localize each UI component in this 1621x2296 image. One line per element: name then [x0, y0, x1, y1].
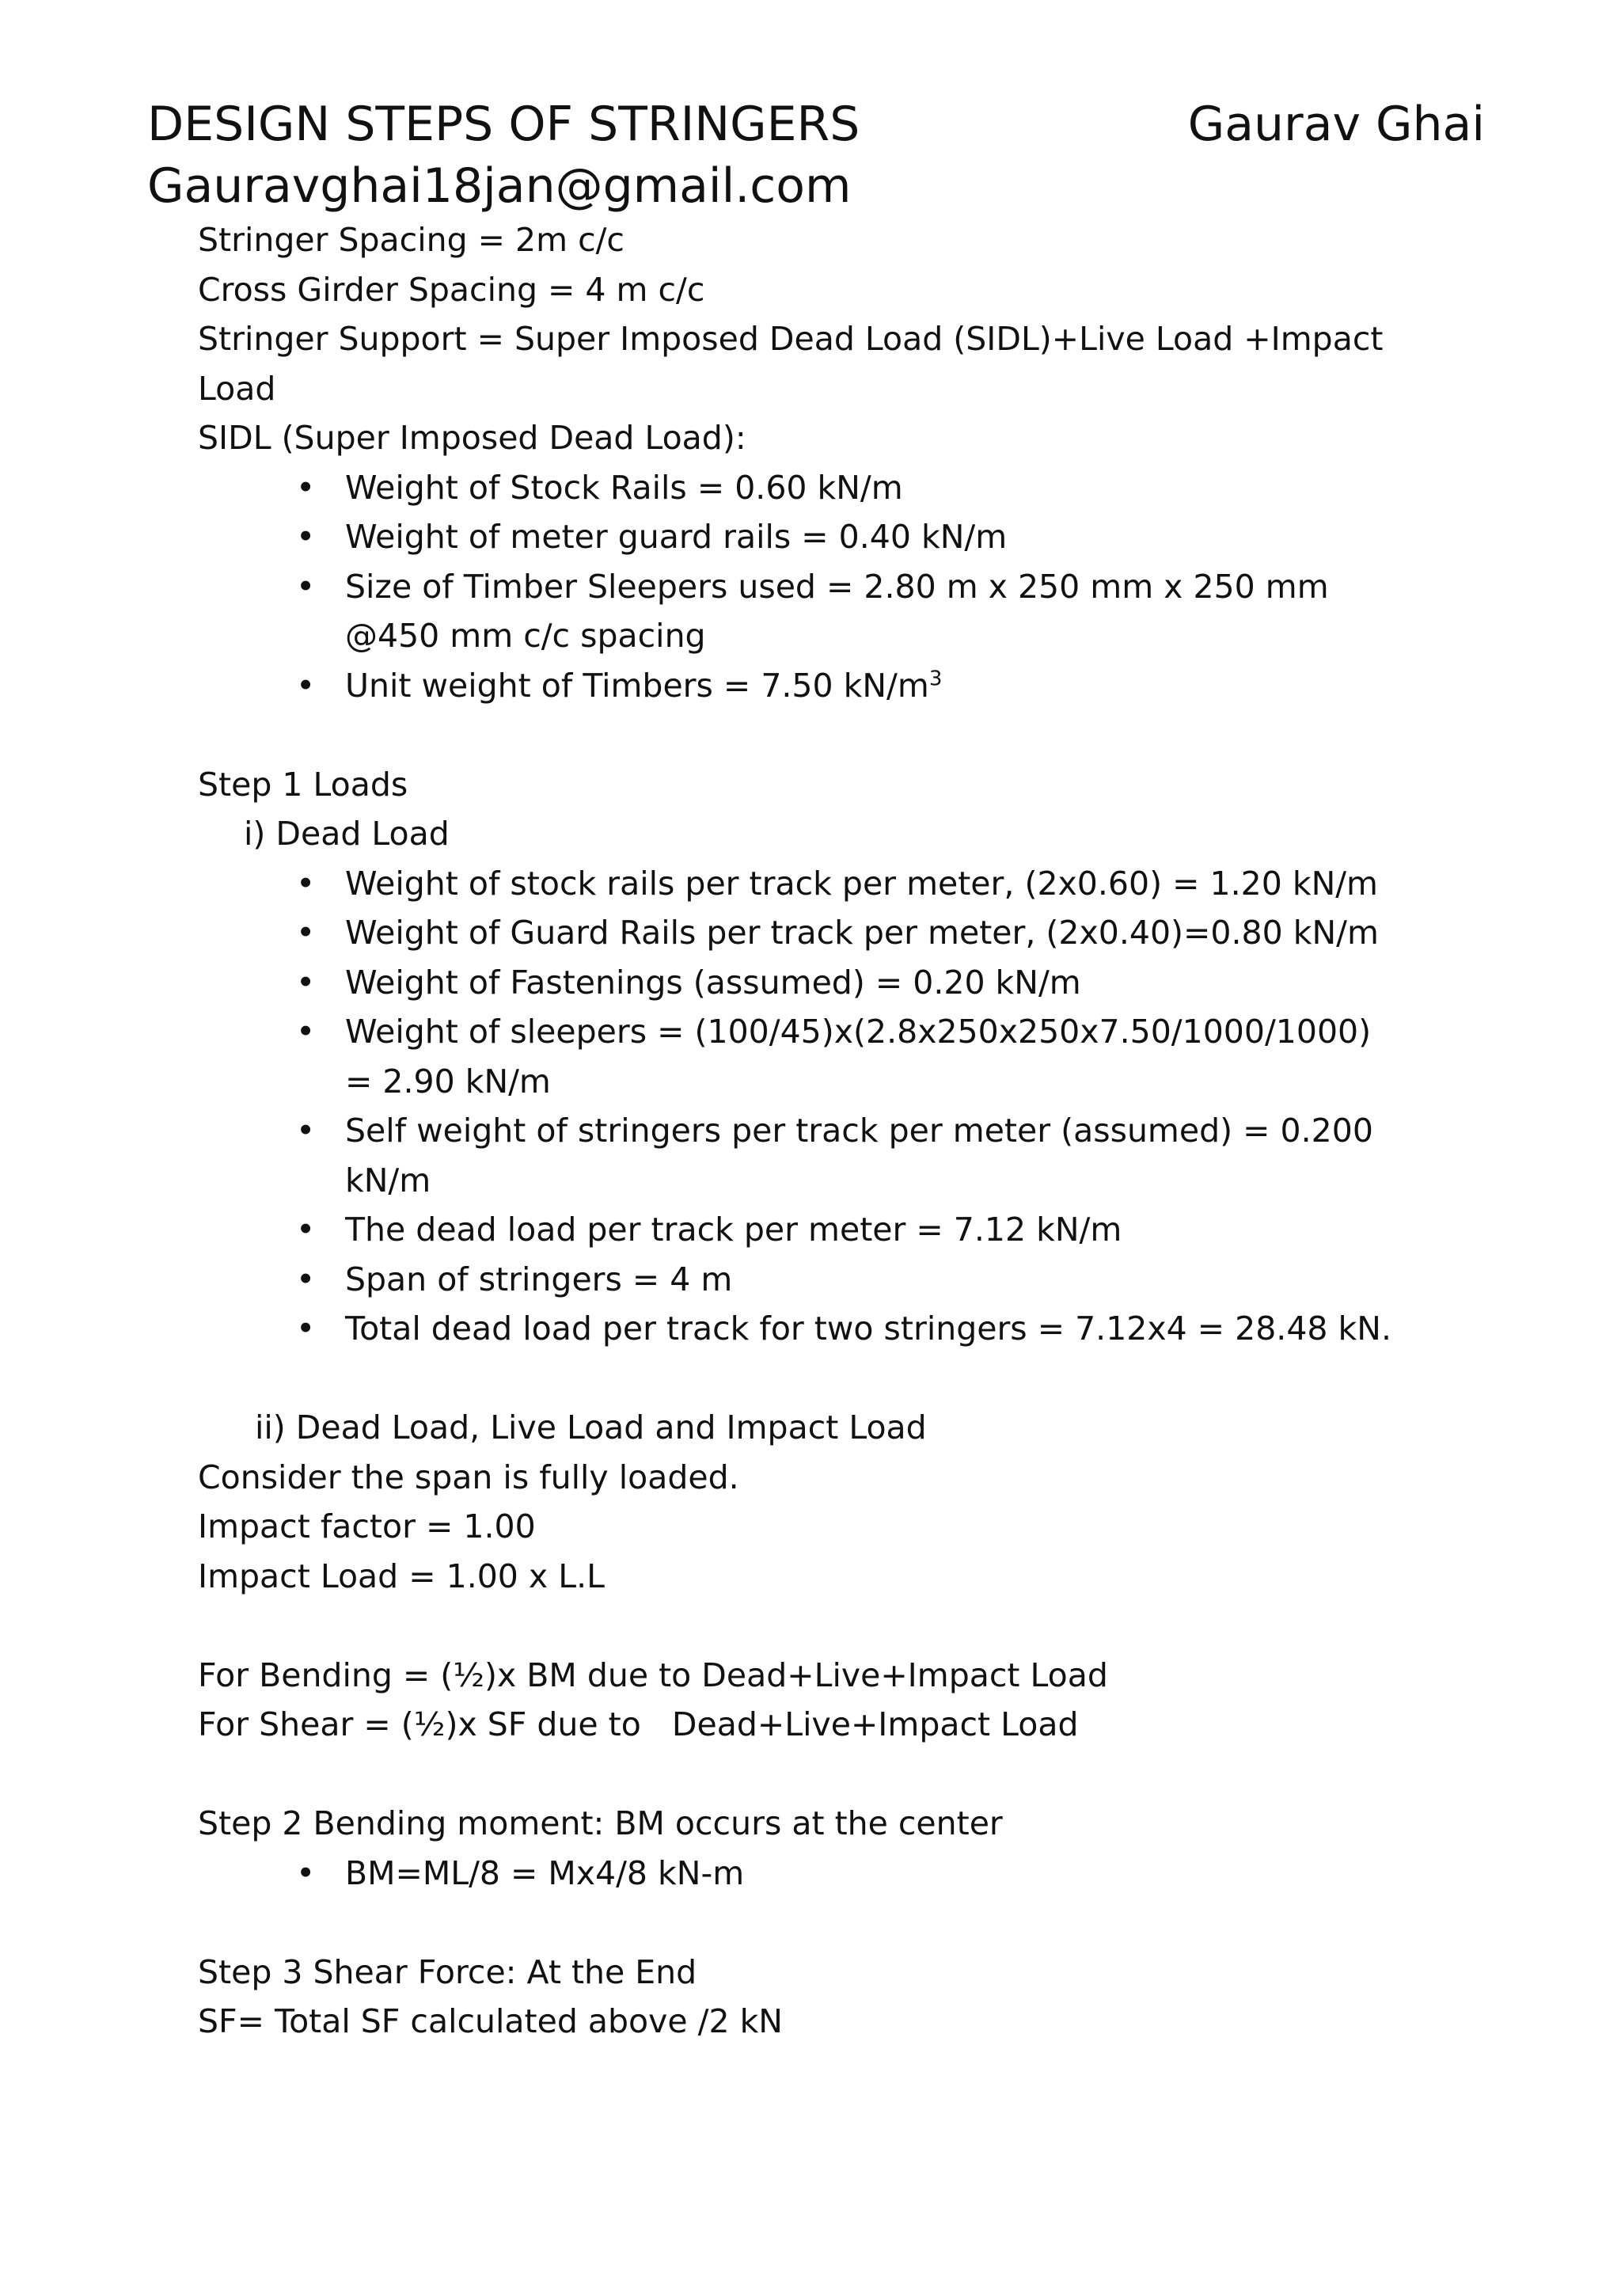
bullet-icon: •: [296, 963, 316, 1002]
list-item: • Total dead load per track for two stringers = 7.12x4 = 28.48 kN.: [198, 1304, 1496, 1354]
dead-load-list: [198, 859, 1496, 1354]
impact-factor: Impact factor = 1.00: [198, 1507, 536, 1545]
sidl-list: [198, 463, 1496, 711]
document-title: DESIGN STEPS OF STRINGERS: [147, 97, 860, 152]
step1-heading: Step 1 Loads: [198, 765, 408, 804]
bullet-icon: •: [296, 914, 316, 952]
list-item: • Weight of Stock Rails = 0.60 kN/m: [198, 463, 1496, 513]
step2-heading: Step 2 Bending moment: BM occurs at the center: [198, 1804, 1003, 1842]
list-item: • Weight of meter guard rails = 0.40 kN/m: [198, 512, 1496, 562]
bullet-icon: •: [296, 468, 316, 507]
bullet-icon: •: [296, 1260, 316, 1298]
bullet-icon: •: [296, 1112, 316, 1150]
author-name: Gaurav Ghai: [1187, 97, 1485, 152]
list-item: • Span of stringers = 4 m: [198, 1255, 1496, 1305]
header-row: [147, 93, 1485, 155]
dead-load-heading: i) Dead Load: [244, 815, 450, 853]
list-item: • Weight of stock rails per track per meter, (2x0.60) = 1.20 kN/m: [198, 859, 1496, 909]
bullet-icon: •: [296, 1013, 316, 1051]
stringer-support: Stringer Support = Super Imposed Dead Load (SIDL)+Live Load +Impact: [198, 320, 1384, 358]
sidl-heading: SIDL (Super Imposed Dead Load):: [198, 419, 746, 457]
bending-list: [198, 1849, 1496, 1899]
bending-formula: For Bending = (½)x BM due to Dead+Live+Impact Load: [198, 1655, 1108, 1694]
list-item: • Weight of sleepers = (100/45)x(2.8x250x250x7.50/1000/1000) = 2.90 kN/m: [198, 1007, 1496, 1106]
bullet-icon: •: [296, 864, 316, 903]
stringer-spacing: Stringer Spacing = 2m c/c: [198, 221, 624, 259]
impact-load: Impact Load = 1.00 x L.L: [198, 1557, 605, 1595]
document-header: [147, 93, 1485, 217]
list-item: • Weight of Guard Rails per track per meter, (2x0.40)=0.80 kN/m: [198, 908, 1496, 958]
author-email: Gauravghai18jan@gmail.com: [147, 158, 852, 214]
bullet-icon: •: [296, 1310, 316, 1348]
combined-load-heading: ii) Dead Load, Live Load and Impact Load: [255, 1408, 927, 1446]
list-item: • The dead load per track per meter = 7.12 kN/m: [198, 1205, 1496, 1255]
bullet-icon: •: [296, 1853, 316, 1892]
bullet-icon: •: [296, 666, 316, 705]
list-item: • Size of Timber Sleepers used = 2.80 m x 250 mm x 250 mm @450 mm c/c spacing: [198, 562, 1496, 661]
superscript: 3: [928, 666, 943, 690]
fully-loaded-note: Consider the span is fully loaded.: [198, 1458, 739, 1496]
cross-girder-spacing: Cross Girder Spacing = 4 m c/c: [198, 270, 705, 309]
shear-force-result: SF= Total SF calculated above /2 kN: [198, 2002, 783, 2040]
list-item: • Unit weight of Timbers = 7.50 $kN/m^3$: [198, 661, 1496, 711]
document-body: [198, 215, 1496, 2047]
list-item: • BM=ML/8 = Mx4/8 kN-m: [198, 1849, 1496, 1899]
stringer-support-cont: Load: [198, 369, 276, 408]
list-item: • Weight of Fastenings (assumed) = 0.20 kN/m: [198, 958, 1496, 1008]
list-item: • Self weight of stringers per track per meter (assumed) = 0.200 kN/m: [198, 1106, 1496, 1205]
bullet-icon: •: [296, 1211, 316, 1249]
step3-heading: Step 3 Shear Force: At the End: [198, 1952, 697, 1991]
bullet-icon: •: [296, 518, 316, 556]
bullet-icon: •: [296, 567, 316, 606]
shear-formula: For Shear = (½)x SF due to Dead+Live+Impact Load: [198, 1705, 1079, 1743]
